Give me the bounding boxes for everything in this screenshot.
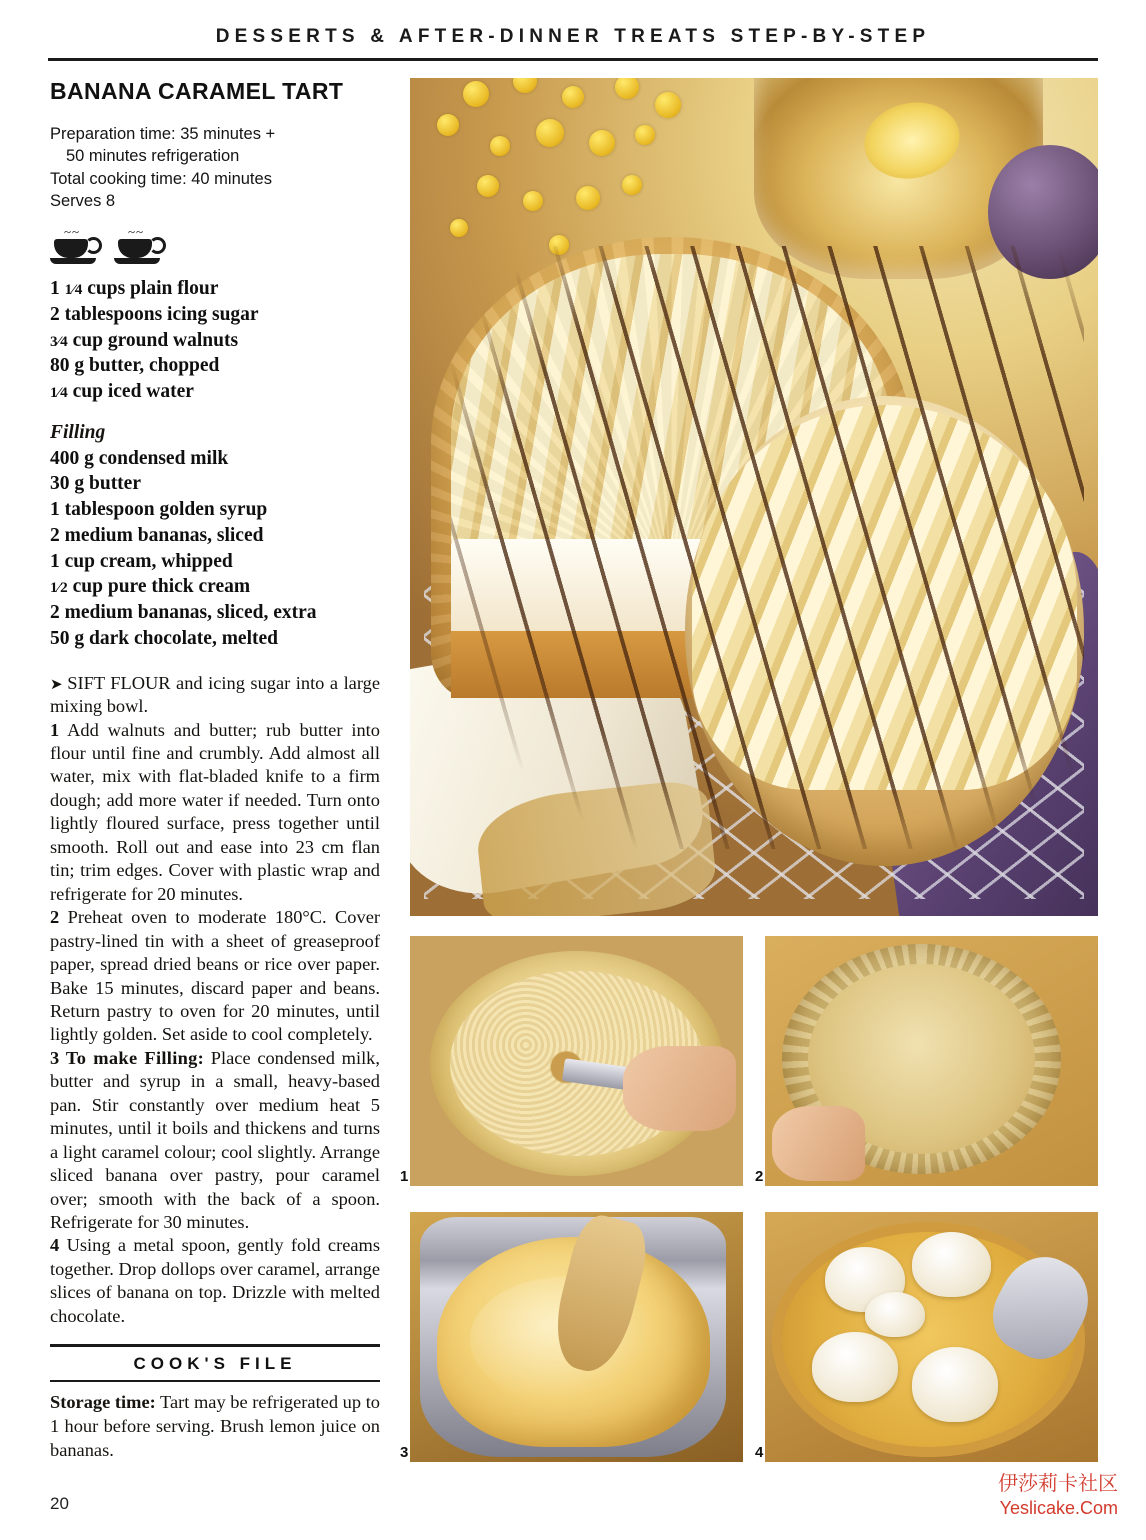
step-photo-label-3: 3	[400, 1444, 409, 1461]
hand-photo-element	[623, 1046, 736, 1131]
storage-time-text: Tart may be refrigerated up to 1 hour before serving. Brush lemon juice on bananas.	[50, 1392, 380, 1461]
cup-saucer-icon	[114, 258, 160, 264]
prep-time-continued: 50 minutes refrigeration	[66, 147, 240, 166]
step-photo-label-4: 4	[755, 1444, 764, 1461]
step-photo-1	[410, 936, 743, 1186]
list-item: 30 g butter	[50, 473, 141, 495]
cup-handle-icon	[85, 237, 102, 254]
hand-photo-element	[772, 1106, 865, 1181]
cooks-file-body	[50, 1391, 380, 1463]
step-text: Preheat oven to moderate 180°C. Cover pastry-lined tin with a sheet of greaseproof paper, spread dried beans or rice over paper. Bake 15 minutes, discard paper and beans. Return pastry to oven for 20 minutes, until lightly golden. Set aside to cool completely.	[50, 907, 380, 1045]
step-text: Add walnuts and butter; rub butter into flour until fine and crumbly. Add almost all water, mix with flat-bladed knife to a firm dough; add more water if needed. Turn onto lightly floured surface, press together until smooth. Roll out and ease into 23 cm flan tin; trim edges. Cover with plastic wrap and refrigerate for 20 minutes.	[50, 719, 380, 904]
list-item: 2 tablespoons icing sugar	[50, 303, 259, 325]
cup-handle-icon	[149, 237, 166, 254]
step-number: 3	[50, 1047, 60, 1068]
coffee-cup-icon	[116, 224, 162, 264]
step-number: 4	[50, 1235, 60, 1256]
method-step	[50, 1234, 380, 1328]
list-item: 1 1⁄4 cups plain flour	[50, 278, 219, 300]
cup-saucer-icon	[50, 258, 96, 264]
step-photo-label-2: 2	[755, 1168, 764, 1185]
step-photo-3	[410, 1212, 743, 1462]
method-intro-text: SIFT FLOUR and icing sugar into a large mixing bowl.	[50, 672, 380, 717]
list-item: 1 tablespoon golden syrup	[50, 499, 268, 521]
list-item: 3⁄4 cup ground walnuts	[50, 329, 239, 351]
step-photo-label-1: 1	[400, 1168, 409, 1185]
list-item: 2 medium bananas, sliced	[50, 524, 264, 546]
list-item: 1⁄4 cup iced water	[50, 381, 194, 402]
coffee-cup-icon	[52, 224, 98, 264]
cooks-file-section	[50, 1344, 380, 1463]
recipe-text-column	[50, 78, 380, 1463]
pastry-ingredient-list	[50, 276, 380, 405]
steam-icon: ~~	[64, 224, 81, 240]
cup-body-icon	[118, 239, 152, 258]
step-number: 2	[50, 907, 60, 928]
list-item: 400 g condensed milk	[50, 447, 229, 469]
method-step	[50, 1047, 380, 1235]
cream-dollop-photo-element	[912, 1347, 999, 1422]
header-divider	[48, 58, 1098, 61]
method-intro	[50, 672, 380, 719]
cream-dollop-photo-element	[812, 1332, 899, 1402]
filling-heading: Filling	[50, 421, 106, 443]
list-item: 1 cup cream, whipped	[50, 550, 233, 572]
chocolate-drizzle-photo-element	[451, 246, 1084, 849]
prep-time: Preparation time: 35 minutes +	[50, 125, 276, 143]
watermark-line-2: Yeslicake.Com	[999, 1498, 1118, 1518]
step-photo-2	[765, 936, 1098, 1186]
filling-ingredient-list	[50, 446, 380, 652]
step-number: 1	[50, 719, 60, 740]
method-step	[50, 906, 380, 1047]
cream-dollop-photo-element	[912, 1232, 992, 1297]
method-step	[50, 719, 380, 907]
recipe-meta	[50, 123, 380, 212]
step-photo-4	[765, 1212, 1098, 1462]
list-item: 50 g dark chocolate, melted	[50, 627, 279, 649]
page-title: BANANA CARAMEL TART	[50, 78, 344, 104]
cook-time: Total cooking time: 40 minutes	[50, 169, 272, 188]
list-item: 1⁄2 cup pure thick cream	[50, 576, 251, 598]
cooks-file-title: COOK'S FILE	[133, 1353, 297, 1373]
steam-icon: ~~	[128, 224, 145, 240]
watermark-line-1: 伊莎莉卡社区	[998, 1473, 1118, 1495]
step-text: Using a metal spoon, gently fold creams together. Drop dollops over caramel, arrange slices of banana on top. Drizzle with melted chocolate.	[50, 1235, 380, 1326]
watermark	[998, 1472, 1118, 1520]
difficulty-rating	[52, 222, 380, 264]
step-text: Place condensed milk, butter and syrup in a small, heavy-based pan. Stir constantly over medium heat 5 minutes, until it boils and thickens and turns a light caramel colour; cool slightly. Arrange sliced banana over pastry, pour caramel over; smooth with the back of a spoon. Refrigerate for 30 minutes.	[50, 1047, 380, 1233]
list-item: 2 medium bananas, sliced, extra	[50, 602, 317, 624]
running-head: DESSERTS & AFTER-DINNER TREATS STEP-BY-STEP	[215, 26, 931, 47]
page-number: 20	[50, 1494, 69, 1513]
step-lead-in: To make Filling:	[65, 1047, 205, 1068]
storage-time-label: Storage time:	[50, 1392, 156, 1413]
cream-dollop-photo-element	[865, 1292, 925, 1337]
arrow-icon: ➤	[50, 676, 68, 693]
method-section	[50, 672, 380, 1329]
hero-photo-banana-caramel-tart	[410, 78, 1098, 916]
list-item: 80 g butter, chopped	[50, 355, 220, 377]
serves: Serves 8	[50, 191, 116, 210]
cup-body-icon	[54, 239, 88, 258]
cooks-file-bottom-rule	[50, 1380, 380, 1383]
